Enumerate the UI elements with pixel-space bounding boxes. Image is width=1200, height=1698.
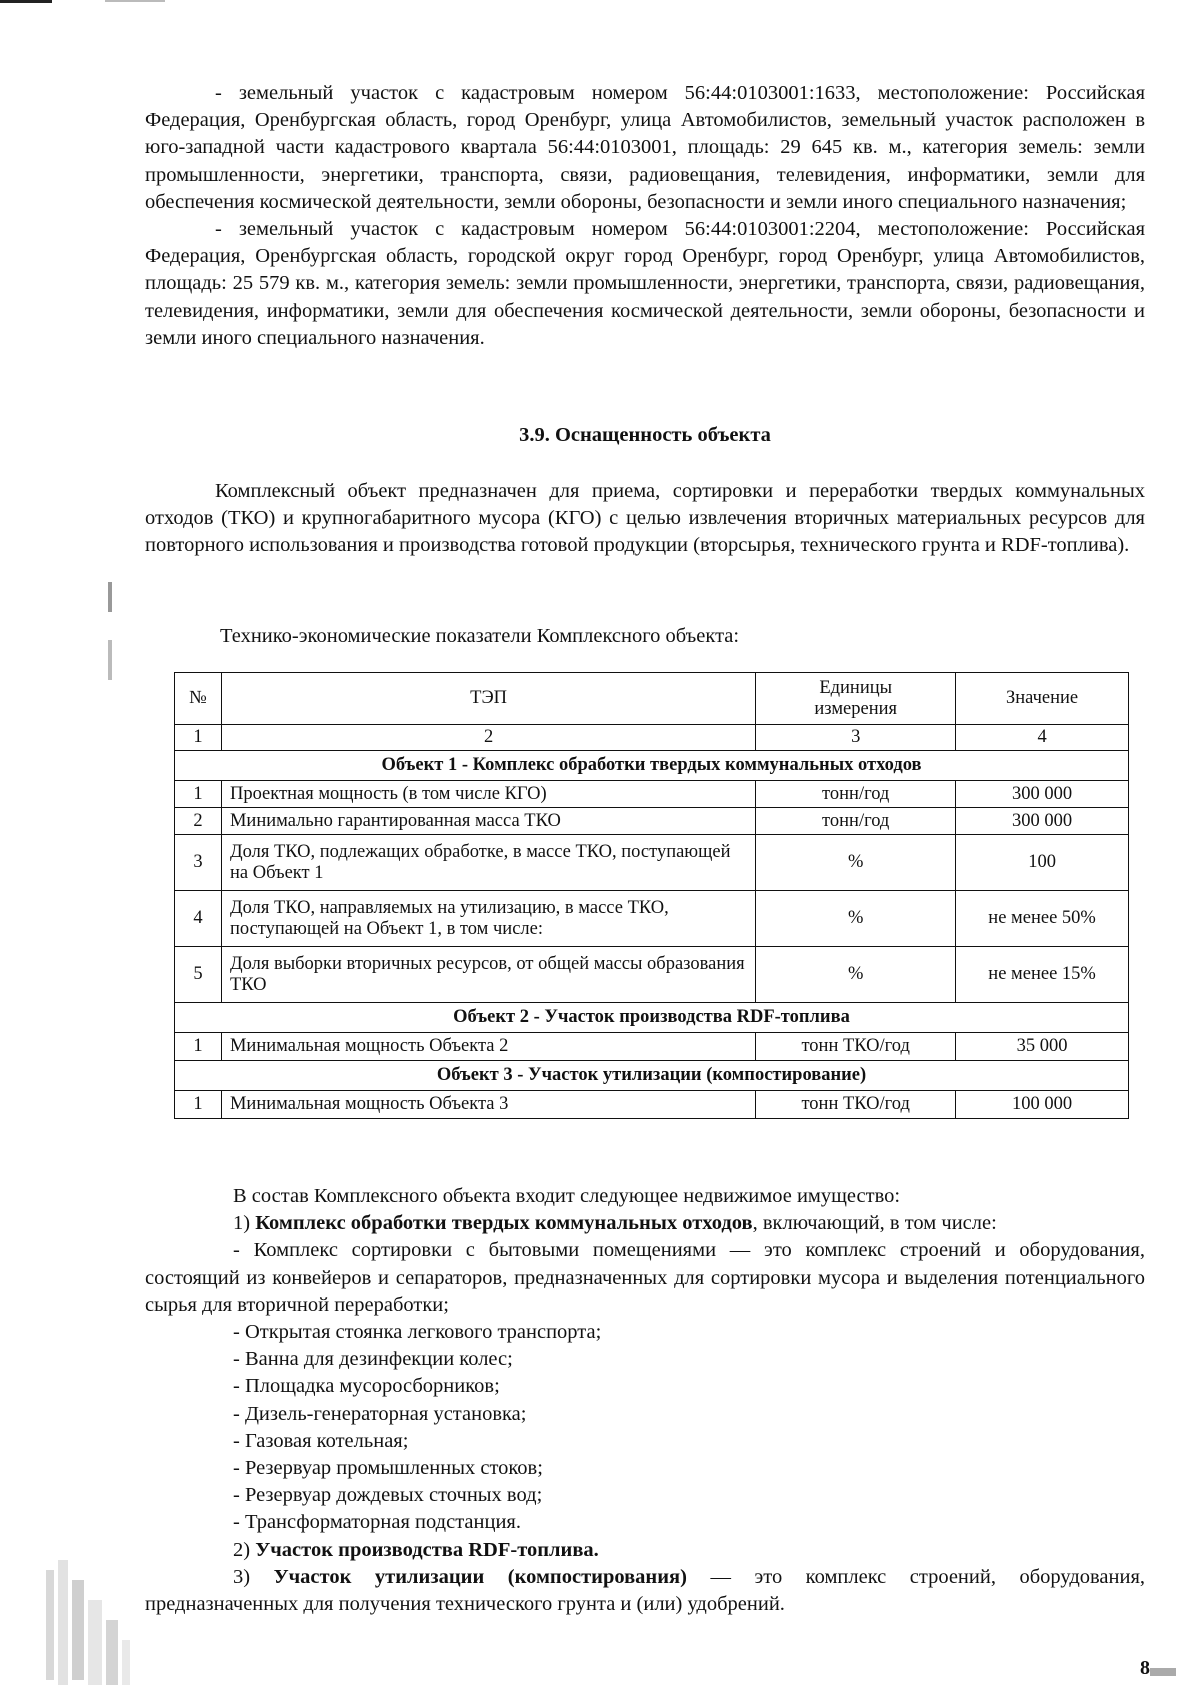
row-tep: Минимальная мощность Объекта 3 <box>221 1091 755 1119</box>
section-title: Объект 3 - Участок утилизации (компостирование) <box>175 1061 1129 1091</box>
item-rest: — это комплекс строений, оборудования, предназначенных для получения технического грунта и (или) удобрений. <box>145 1565 1146 1616</box>
row-tep: Проектная мощность (в том числе КГО) <box>221 781 755 808</box>
row-value: не менее 15% <box>956 947 1129 1003</box>
section-row <box>175 751 1129 781</box>
scan-noise-blot <box>44 1550 134 1690</box>
row-value: 35 000 <box>956 1033 1129 1061</box>
section-title: Объект 2 - Участок производства RDF-топлива <box>175 1003 1129 1033</box>
row-tep: Минимальная мощность Объекта 2 <box>221 1033 755 1061</box>
column-number: 4 <box>956 725 1129 751</box>
list-item: - Площадка мусоросборников; <box>233 1375 500 1398</box>
row-unit: % <box>756 835 956 891</box>
table-row <box>175 835 1129 891</box>
tep-intro: Технико-экономические показатели Комплексного объекта: <box>220 625 740 647</box>
column-number: 3 <box>756 725 956 751</box>
item-number: 2) <box>233 1538 251 1561</box>
section-heading: 3.9. Оснащенность объекта <box>519 424 771 446</box>
composition-item-2 <box>145 1537 1145 1564</box>
section-row <box>175 1061 1129 1091</box>
item-title: Участок утилизации (компостирования) <box>273 1565 687 1588</box>
section-title: Объект 1 - Комплекс обработки твердых коммунальных отходов <box>175 751 1129 781</box>
item-title: Комплекс обработки твердых коммунальных отходов <box>255 1212 753 1235</box>
table-row <box>175 891 1129 947</box>
item-number: 1) <box>233 1212 251 1235</box>
table-row <box>175 947 1129 1003</box>
row-unit: тонн ТКО/год <box>756 1091 956 1119</box>
tep-table <box>174 672 1129 1119</box>
row-value: 100 000 <box>956 1091 1129 1119</box>
row-number: 3 <box>175 835 222 891</box>
row-unit: тонн/год <box>756 781 956 808</box>
table-row <box>175 808 1129 835</box>
row-number: 1 <box>175 1091 222 1119</box>
table-row <box>175 1091 1129 1119</box>
scan-mark <box>105 0 165 2</box>
row-value: 300 000 <box>956 808 1129 835</box>
composition-block <box>145 1183 1145 1618</box>
row-value: не менее 50% <box>956 891 1129 947</box>
table-row <box>175 1033 1129 1061</box>
page-number: 8 <box>1140 1657 1150 1679</box>
land-plots-text <box>145 80 1145 352</box>
row-unit: % <box>756 891 956 947</box>
row-tep: Минимально гарантированная масса ТКО <box>221 808 755 835</box>
list-item: - Резервуар дождевых сточных вод; <box>233 1484 543 1507</box>
column-number-row <box>175 725 1129 751</box>
land-plot-paragraph-2: - земельный участок с кадастровым номером 56:44:0103001:2204, местоположение: Российская Федерация, Оренбургская область, городской округ город Оренбург, город Оренбург, улица Автомобилистов, площадь: 25 579 кв. м., категория земель: земли промышленности, энергетики, транспорта, связи, радиовещания, телевидения, информатики, земли для обеспечения космической деятельности, земли обороны, безопасности и земли иного специального назначения. <box>145 218 1145 349</box>
intro-paragraph: Комплексный объект предназначен для приема, сортировки и переработки твердых коммунальных отходов (ТКО) и крупногабаритного мусора (КГО) с целью извлечения вторичных материальных ресурсов для повторного использования и производства готовой продукции (вторсырья, технического грунта и RDF-топлива). <box>145 480 1145 557</box>
item-number: 3) <box>233 1565 251 1588</box>
item-title: Участок производства RDF-топлива. <box>255 1538 599 1561</box>
list-item: - Открытая стоянка легкового транспорта; <box>233 1321 602 1344</box>
scan-artifact <box>108 640 112 680</box>
composition-intro: В состав Комплексного объекта входит следующее недвижимое имущество: <box>233 1185 901 1207</box>
header-cell-value: Значение <box>956 673 1129 725</box>
row-tep: Доля ТКО, подлежащих обработке, в массе ТКО, поступающей на Объект 1 <box>221 835 755 891</box>
header-cell-tep: ТЭП <box>221 673 755 725</box>
row-number: 4 <box>175 891 222 947</box>
header-cell-unit: Единицы измерения <box>756 673 956 725</box>
list-item: - Ванна для дезинфекции колес; <box>233 1348 513 1371</box>
list-item: - Газовая котельная; <box>233 1429 409 1452</box>
column-number: 2 <box>221 725 755 751</box>
scan-artifact <box>108 582 112 612</box>
list-item: - Дизель-генераторная установка; <box>233 1402 527 1425</box>
row-number: 5 <box>175 947 222 1003</box>
table-header-row <box>175 673 1129 725</box>
row-number: 1 <box>175 781 222 808</box>
row-unit: тонн ТКО/год <box>756 1033 956 1061</box>
row-number: 2 <box>175 808 222 835</box>
composition-item-1 <box>145 1210 1145 1237</box>
row-tep: Доля ТКО, направляемых на утилизацию, в массе ТКО, поступающей на Объект 1, в том числе: <box>221 891 755 947</box>
table-row <box>175 781 1129 808</box>
composition-item-3 <box>145 1564 1145 1618</box>
row-unit: тонн/год <box>756 808 956 835</box>
row-value: 300 000 <box>956 781 1129 808</box>
land-plot-paragraph-1: - земельный участок с кадастровым номером 56:44:0103001:1633, местоположение: Российская Федерация, Оренбургская область, город Оренбург, улица Автомобилистов, земельный участок расположен в юго-западной части кадастрового квартала 56:44:0103001, площадь: 29 645 кв. м., категория земель: земли промышленности, энергетики, транспорта, связи, радиовещания, телевидения, информатики, земли для обеспечения космической деятельности, земли обороны, безопасности и земли иного специального назначения; <box>145 82 1145 213</box>
row-unit: % <box>756 947 956 1003</box>
list-item: - Резервуар промышленных стоков; <box>233 1457 543 1480</box>
header-cell-number: № <box>175 673 222 725</box>
item-rest: , включающий, в том числе: <box>752 1212 997 1235</box>
row-number: 1 <box>175 1033 222 1061</box>
list-item: - Трансформаторная подстанция. <box>233 1511 521 1534</box>
row-tep: Доля выборки вторичных ресурсов, от общей массы образования ТКО <box>221 947 755 1003</box>
section-row <box>175 1003 1129 1033</box>
intro-text <box>145 478 1145 560</box>
scan-mark <box>0 0 52 3</box>
column-number: 1 <box>175 725 222 751</box>
scan-artifact <box>1150 1668 1176 1676</box>
sorting-paragraph: - Комплекс сортировки с бытовыми помещениями — это комплекс строений и оборудования, состоящий из конвейеров и сепараторов, предназначенных для сортировки мусора и выделения потенциального сырья для вторичной переработки; <box>145 1239 1145 1316</box>
row-value: 100 <box>956 835 1129 891</box>
